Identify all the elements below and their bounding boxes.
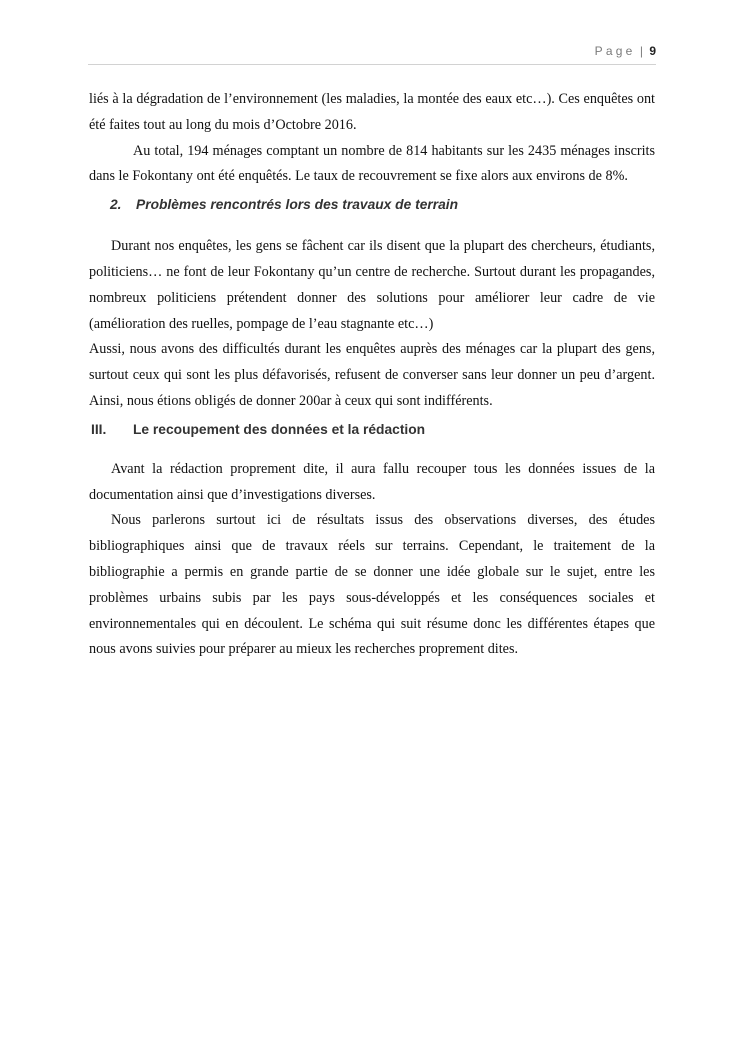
page-number: 9: [649, 44, 656, 58]
page-header: [595, 44, 656, 58]
section-number: III.: [91, 421, 107, 437]
section-title: Le recoupement des données et la rédaction: [133, 421, 426, 437]
paragraph-difficulties: Aussi, nous avons des difficultés durant les enquêtes auprès des ménages car la plupart des gens, surtout ceux qui sont les plus défavorisés, refusent de converser sans leur donner un peu d’argent. Ainsi, nous étions obligés de donner 200ar à ceux qui sont indifférents.: [89, 341, 655, 409]
paragraph-survey-topics: liés à la dégradation de l’environnement (les maladies, la montée des eaux etc…). Ces enquêtes ont été faites tout au long du mois d’Octobre 2016.: [89, 91, 655, 133]
page-separator: |: [639, 44, 643, 58]
page-label: Page: [594, 44, 636, 58]
paragraph-redaction: Avant la rédaction proprement dite, il aura fallu recouper tous les données issues de la documentation ainsi que d’investigations diverses.: [89, 460, 655, 503]
section-number: 2.: [110, 197, 122, 213]
header-divider: [88, 64, 656, 65]
section-heading-recoupement: [91, 419, 655, 441]
section-heading-problems: [110, 194, 655, 216]
section-title: Problèmes rencontrés lors des travaux de terrain: [136, 197, 459, 213]
document-body: [89, 87, 655, 663]
paragraph-field-problems: Durant nos enquêtes, les gens se fâchent car ils disent que la plupart des chercheurs, étudiants, politiciens… ne font de leur Fokontany qu’un centre de recherche. Surtout durant les propagandes, nombreux politiciens prétendent donner des solutions pour améliorer leur cadre de vie (amélioration des ruelles, pompage de l’eau stagnante etc…): [89, 238, 655, 332]
paragraph-results: Nous parlerons surtout ici de résultats issus des observations diverses, des études bibliographiques ainsi que de travaux réels sur terrains. Cependant, le traitement de la bibliographie a permis en grande partie de se donner une idée globale sur le sujet, entre les problèmes urbains subis par les pays sous-développés et les conséquences sociales et environnementales qui en découlent. Le schéma qui suit résume donc les différentes étapes que nous avons suivies pour préparer au mieux les recherches proprement dites.: [89, 512, 655, 658]
paragraph-survey-totals: Au total, 194 ménages comptant un nombre de 814 habitants sur les 2435 ménages inscrits dans le Fokontany ont été enquêtés. Le taux de recouvrement se fixe alors aux environs de 8%.: [89, 142, 655, 185]
